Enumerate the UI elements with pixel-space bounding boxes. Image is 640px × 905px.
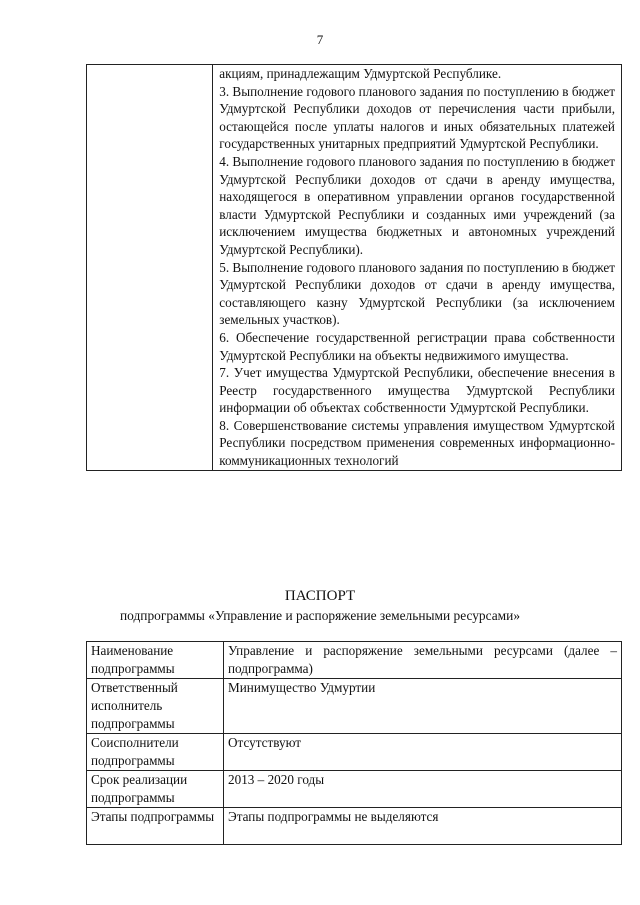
passport-title: ПАСПОРТ bbox=[284, 588, 356, 604]
task-paragraph: акциям, принадлежащим Удмуртской Республике. bbox=[219, 66, 502, 81]
row-label: Ответственный исполнитель подпрограммы bbox=[87, 679, 224, 734]
tasks-label-cell bbox=[87, 65, 213, 471]
task-paragraph: 7. Учет имущества Удмуртской Республики, обеспечение внесения в Реестр государственного имущества Удмуртской Республики информации об объектах собственности Удмуртской Республики. bbox=[219, 365, 615, 416]
row-label: Наименование подпрограммы bbox=[87, 642, 224, 679]
row-value: Минимущество Удмуртии bbox=[224, 679, 622, 734]
task-paragraph: 8. Совершенствование системы управления имуществом Удмуртской Республики посредством применения современных информационно-коммуникационных технологий bbox=[219, 417, 615, 469]
task-paragraph: 6. Обеспечение государственной регистрации права собственности Удмуртской Республики на объекты недвижимого имущества. bbox=[219, 329, 615, 363]
table-row bbox=[87, 679, 622, 734]
tasks-table bbox=[86, 64, 622, 471]
page-number: 7 bbox=[316, 32, 324, 47]
row-value: Управление и распоряжение земельными ресурсами (далее – подпрограмма) bbox=[224, 642, 622, 679]
table-row bbox=[87, 771, 622, 808]
table-row bbox=[87, 642, 622, 679]
row-value: Отсутствуют bbox=[224, 734, 622, 771]
row-value: Этапы подпрограммы не выделяются bbox=[224, 808, 622, 845]
row-label: Этапы подпрограммы bbox=[87, 808, 224, 845]
row-value: 2013 – 2020 годы bbox=[224, 771, 622, 808]
passport-table bbox=[86, 641, 622, 845]
tasks-content-cell bbox=[213, 65, 622, 471]
table-row bbox=[87, 734, 622, 771]
task-paragraph: 3. Выполнение годового планового задания по поступлению в бюджет Удмуртской Республики доходов от перечисления части прибыли, остающейся после уплаты налогов и иных обязательных платежей государственных унитарных предприятий Удмуртской Республики. bbox=[219, 83, 615, 152]
row-label: Соисполнители подпрограммы bbox=[87, 734, 224, 771]
row-label: Срок реализации подпрограммы bbox=[87, 771, 224, 808]
passport-subtitle: подпрограммы «Управление и распоряжение земельными ресурсами» bbox=[119, 608, 521, 623]
task-paragraph: 4. Выполнение годового планового задания по поступлению в бюджет Удмуртской Республики доходов от сдачи в аренду имущества, находящегося в оперативном управлении органов государственной власти Удмуртской Республики и созданных ими учреждений (за исключением имущества бюджетных и автономных учреждений Удмуртской Республики). bbox=[219, 153, 615, 257]
task-paragraph: 5. Выполнение годового планового задания по поступлению в бюджет Удмуртской Республики доходов от сдачи в аренду имущества, составляющего казну Удмуртской Республики (за исключением земельных участков). bbox=[219, 259, 615, 328]
table-row bbox=[87, 808, 622, 845]
